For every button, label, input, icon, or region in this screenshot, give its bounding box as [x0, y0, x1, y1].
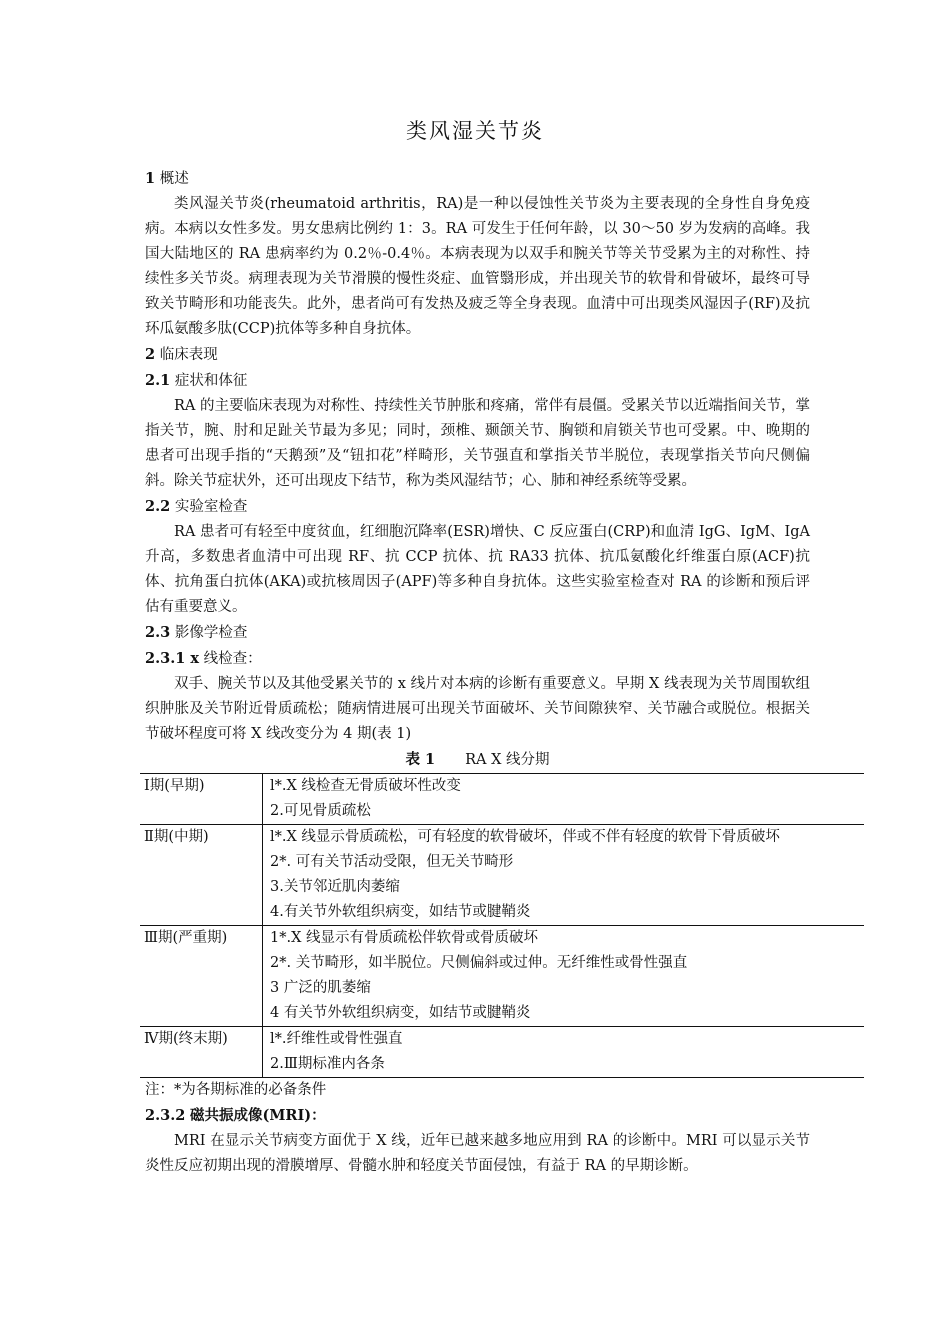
- criteria-item: 4.有关节外软组织病变，如结节或腱鞘炎: [270, 904, 531, 920]
- table-row: [140, 926, 864, 1027]
- table-row: [140, 774, 864, 825]
- criteria-item: 4 有关节外软组织病变，如结节或腱鞘炎: [270, 1005, 531, 1021]
- table-row: [140, 1027, 864, 1078]
- section-number: 2.2: [145, 498, 171, 515]
- section-number: 2.3.1 x: [145, 650, 200, 667]
- section-number: 2.3: [145, 624, 171, 641]
- stage-cell: Ⅲ期(严重期): [140, 926, 263, 1027]
- criteria-item: 3.关节邻近肌肉萎缩: [270, 879, 400, 895]
- section-title: 线检查：: [203, 651, 262, 667]
- section-2-3-2-paragraph: MRI 在显示关节病变方面优于 X 线，近年已越来越多地应用到 RA 的诊断中。MRI 可以显示关节炎性反应初期出现的滑膜增厚、骨髓水肿和轻度关节面侵蚀，有益于 RA 的早期诊断。: [145, 1133, 810, 1174]
- stage-cell: Ⅰ期(早期): [140, 774, 263, 825]
- stage-cell: Ⅱ期(中期): [140, 825, 263, 926]
- section-2-3-1-paragraph: 双手、腕关节以及其他受累关节的 x 线片对本病的诊断有重要意义。早期 X 线表现为关节周围软组织肿胀及关节附近骨质疏松；随病情进展可出现关节面破坏、关节间隙狭窄、关节融合或脱位。根据关节破坏程度可将 X 线改变分为 4 期(表 1): [145, 676, 810, 742]
- table-row: [140, 825, 864, 926]
- criteria-item: 3 广泛的肌萎缩: [270, 980, 371, 996]
- criteria-cell: [263, 1027, 865, 1078]
- section-number: 2: [145, 346, 156, 363]
- criteria-cell: [263, 825, 865, 926]
- section-title: 磁共振成像(MRI)：: [189, 1107, 326, 1124]
- criteria-item: l*.X 线检查无骨质破坏性改变: [270, 778, 461, 794]
- criteria-item: l*.纤维性或骨性强直: [270, 1031, 403, 1047]
- section-title: 实验室检查: [174, 499, 248, 515]
- criteria-item: 2.可见骨质疏松: [270, 803, 371, 819]
- section-title: 临床表现: [159, 347, 218, 363]
- section-title: 症状和体征: [174, 373, 248, 389]
- section-number: 1: [145, 170, 156, 187]
- table-note: 注：*为各期标准的必备条件: [145, 1082, 327, 1098]
- section-title: 影像学检查: [174, 625, 248, 641]
- section-number: 2.1: [145, 372, 171, 389]
- criteria-item: 2*. 可有关节活动受限，但无关节畸形: [270, 854, 514, 870]
- section-1-heading: [145, 166, 810, 192]
- section-2-3-1-heading: [145, 646, 810, 672]
- section-1-paragraph: 类风湿关节炎(rheumatoid arthritis，RA)是一种以侵蚀性关节炎为主要表现的全身性自身免疫病。本病以女性多发。男女患病比例约 1：3。RA 可发生于任何年龄，以 30～50 岁为发病的高峰。我国大陆地区的 RA 患病率约为 0.2％-0.4％。本病表现为以双手和腕关节等关节受累为主的对称性、持续性多关节炎。病理表现为关节滑膜的慢性炎症、血管翳形成，并出现关节的软骨和骨破坏，最终可导致关节畸形和功能丧失。此外，患者尚可有发热及疲乏等全身表现。血清中可出现类风湿因子(RF)及抗环瓜氨酸多肽(CCP)抗体等多种自身抗体。: [145, 196, 810, 337]
- section-2-2-heading: [145, 494, 810, 520]
- table-caption: [145, 747, 810, 773]
- document-title: 类风湿关节炎: [406, 119, 544, 143]
- document-body: [145, 166, 810, 1179]
- section-2-3-heading: [145, 620, 810, 646]
- table-caption-number: 表 1: [405, 751, 436, 768]
- criteria-item: 1*.X 线显示有骨质疏松伴软骨或骨质破坏: [270, 930, 539, 946]
- section-2-1-paragraph: RA 的主要临床表现为对称性、持续性关节肿胀和疼痛，常伴有晨僵。受累关节以近端指间关节，掌指关节，腕、肘和足趾关节最为多见；同时，颈椎、颞颌关节、胸锁和肩锁关节也可受累。中、晚期的患者可出现手指的“天鹅颈”及“钮扣花”样畸形，关节强直和掌指关节半脱位，表现掌指关节向尺侧偏斜。除关节症状外，还可出现皮下结节，称为类风湿结节；心、肺和神经系统等受累。: [145, 398, 810, 489]
- xray-stage-table: [140, 773, 864, 1078]
- stage-cell: Ⅳ期(终末期): [140, 1027, 263, 1078]
- section-2-3-2-heading: [145, 1103, 810, 1129]
- criteria-item: 2*. 关节畸形，如半脱位。尺侧偏斜或过伸。无纤维性或骨性强直: [270, 955, 688, 971]
- section-2-1-heading: [145, 368, 810, 394]
- section-title: 概述: [159, 171, 189, 187]
- section-2-heading: [145, 342, 810, 368]
- section-2-2-paragraph: RA 患者可有轻至中度贫血，红细胞沉降率(ESR)增快、C 反应蛋白(CRP)和血清 IgG、IgM、IgA 升高，多数患者血清中可出现 RF、抗 CCP 抗体、抗 RA33 抗体、抗瓜氨酸化纤维蛋白原(ACF)抗体、抗角蛋白抗体(AKA)或抗核周因子(APF)等多种自身抗体。这些实验室检查对 RA 的诊断和预后评估有重要意义。: [145, 524, 810, 615]
- criteria-item: 2.Ⅲ期标准内各条: [270, 1056, 385, 1072]
- criteria-cell: [263, 774, 865, 825]
- table-caption-text: RA X 线分期: [465, 752, 550, 768]
- criteria-cell: [263, 926, 865, 1027]
- section-number: 2.3.2: [145, 1107, 186, 1124]
- criteria-item: l*.X 线显示骨质疏松，可有轻度的软骨破坏，伴或不伴有轻度的软骨下骨质破坏: [270, 829, 780, 845]
